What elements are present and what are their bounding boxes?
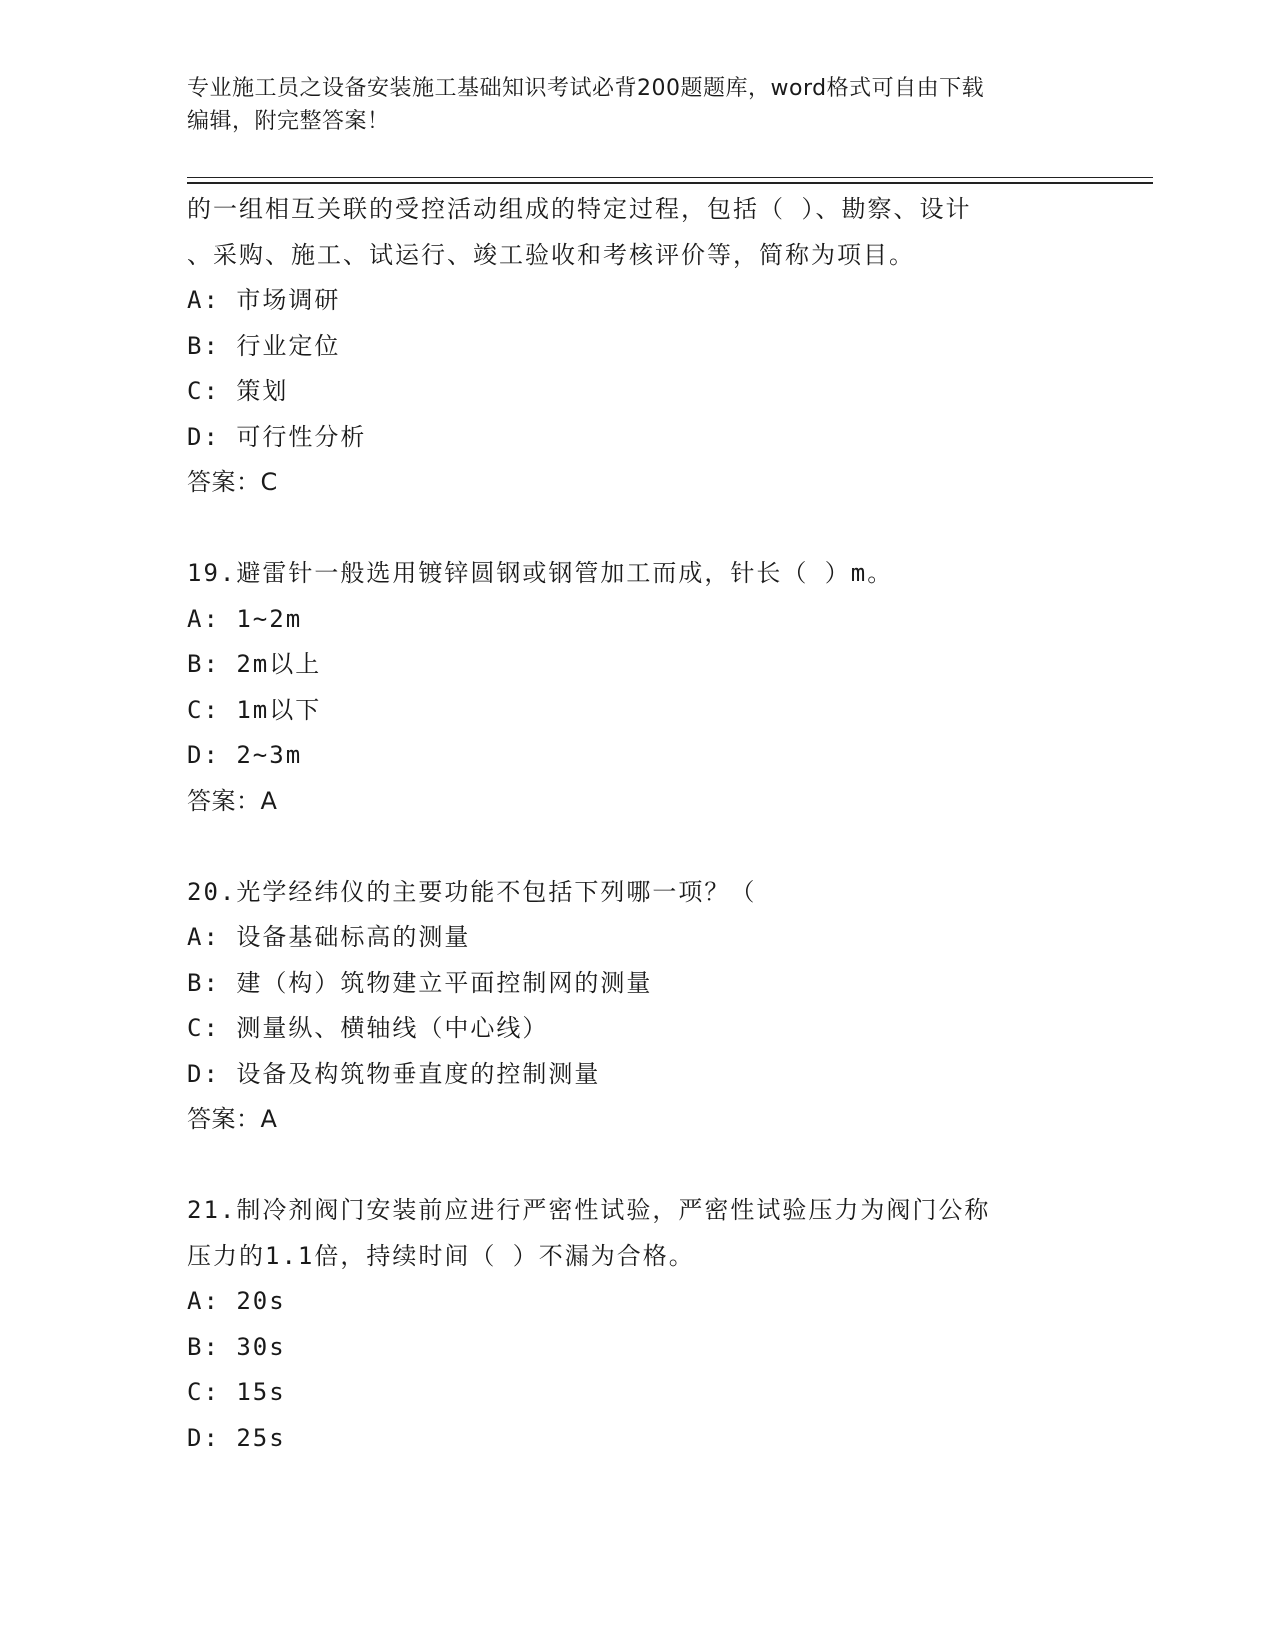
question-stem: 、采购、施工、试运行、竣工验收和考核评价等，简称为项目。 [187,240,915,269]
header-title-line-1: 专业施工员之设备安装施工基础知识考试必背200题题库，word格式可自由下载 [187,76,985,101]
option-a: A: 市场调研 [187,286,341,314]
question-stem: 压力的1.1倍，持续时间（ ）不漏为合格。 [187,1241,695,1270]
spacer [187,1143,1087,1189]
option-d: D: 2~3m [187,741,303,769]
option-c: C: 15s [187,1378,286,1406]
option-c: C: 测量纵、横轴线（中心线） [187,1014,549,1042]
option-c: C: 策划 [187,377,289,405]
option-c: C: 1m以下 [187,695,322,724]
question-19 [187,551,1087,824]
question-stem: 21.制冷剂阀门安装前应进行严密性试验，严密性试验压力为阀门公称 [187,1196,991,1224]
question-21 [187,1188,1087,1461]
question-stem: 19.避雷针一般选用镀锌圆钢或钢管加工而成，针长（ ）m。 [187,559,894,587]
option-d: D: 25s [187,1423,286,1452]
option-b: B: 建（构）筑物建立平面控制网的测量 [187,968,653,997]
header-rule-thick [187,182,1153,184]
header-rule-thin [187,177,1153,178]
question-18 [187,187,1087,506]
answer: 答案：C [187,468,278,496]
answer: 答案：A [187,786,278,815]
header-title-line-2: 编辑，附完整答案！ [187,109,390,134]
option-a: A: 20s [187,1287,286,1315]
option-b: B: 30s [187,1332,286,1361]
option-d: D: 可行性分析 [187,422,367,451]
option-d: D: 设备及构筑物垂直度的控制测量 [187,1059,601,1088]
option-b: B: 行业定位 [187,331,341,360]
option-b: B: 2m以上 [187,650,322,678]
spacer [187,506,1087,552]
option-a: A: 设备基础标高的测量 [187,923,471,951]
question-stem: 20.光学经纬仪的主要功能不包括下列哪一项？（ [187,877,757,906]
question-20 [187,870,1087,1143]
spacer [187,824,1087,870]
answer: 答案：A [187,1105,278,1133]
question-list [187,187,1087,1461]
option-a: A: 1~2m [187,604,303,633]
question-stem: 的一组相互关联的受控活动组成的特定过程，包括（ ）、勘察、设计 [187,195,972,223]
document-header [187,72,1067,138]
